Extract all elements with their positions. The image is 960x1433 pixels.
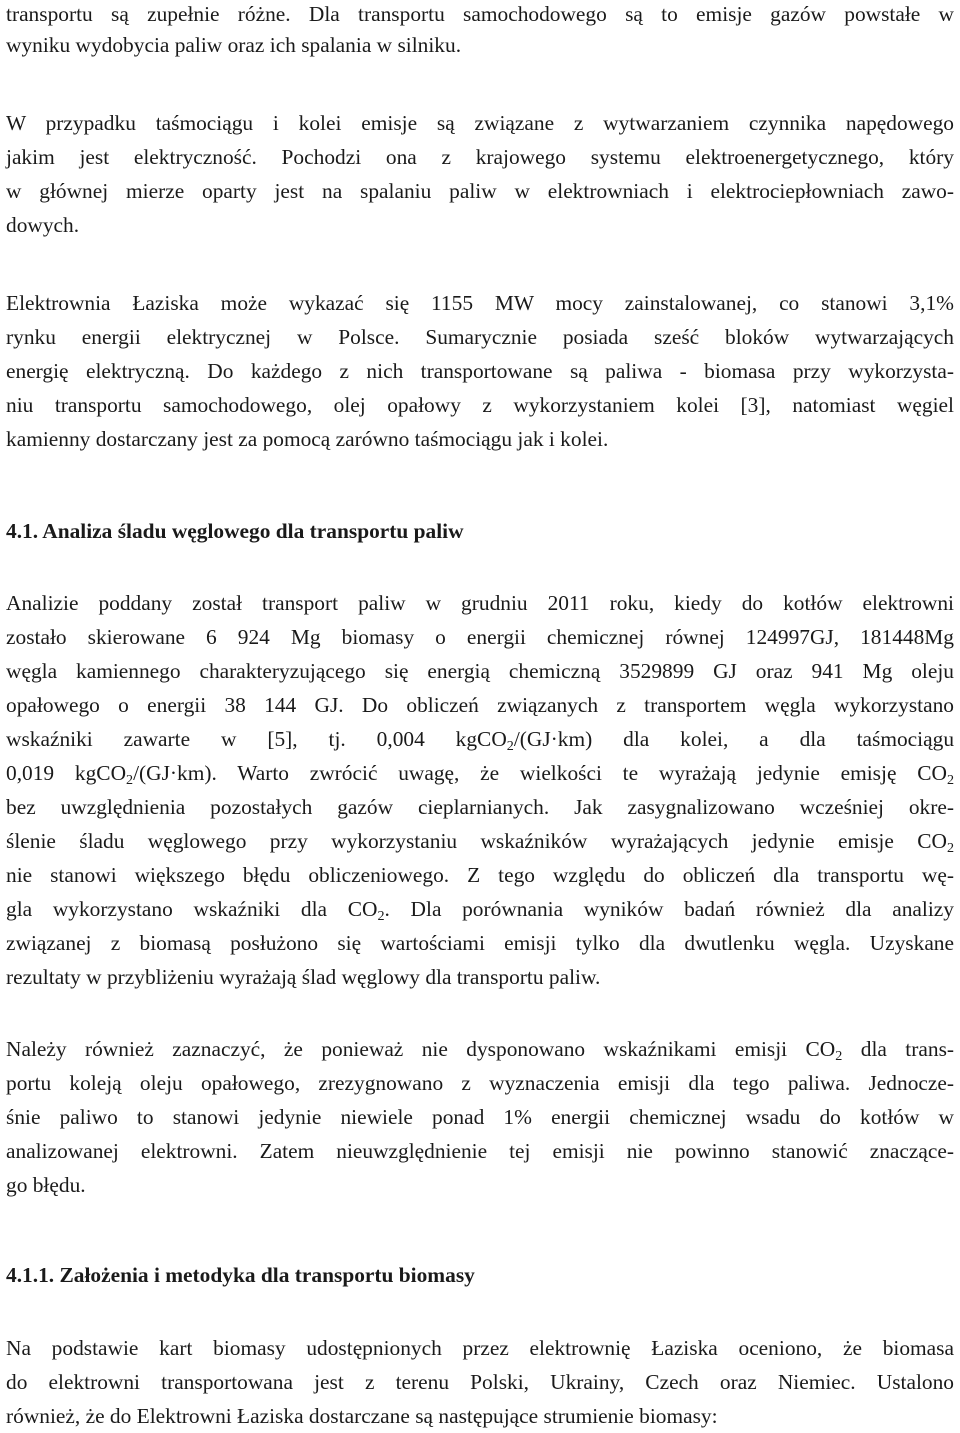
- paragraph-2-line-1: Elektrownia Łaziska może wykazać się 1155 MW mocy zainstalowanej, co stanowi 3,1%: [6, 291, 954, 315]
- paragraph-3-line-5: [6, 722, 954, 756]
- paragraph-0-line-1: transportu są zupełnie różne. Dla transportu samochodowego są to emisje gazów powstałe w: [6, 2, 954, 26]
- paragraph-4-line-5: go błędu.: [6, 1173, 86, 1197]
- paragraph-2-line-4: niu transportu samochodowego, olej opałowy z wykorzystaniem kolei [3], natomiast węgiel: [6, 393, 954, 417]
- paragraph-3-line-4: opałowego o energii 38 144 GJ. Do obliczeń związanych z transportem węgla wykorzystano: [6, 693, 954, 717]
- paragraph-2-line-2: rynku energii elektrycznej w Polsce. Sumarycznie posiada sześć bloków wytwarzających: [6, 325, 954, 349]
- paragraph-3-line-3: węgla kamiennego charakteryzującego się energią chemiczną 3529899 GJ oraz 941 Mg oleju: [6, 659, 954, 683]
- paragraph-1-line-1: W przypadku taśmociągu i kolei emisje są związane z wytwarzaniem czynnika napędowego: [6, 111, 954, 135]
- paragraph-3-line-1: Analizie poddany został transport paliw w grudniu 2011 roku, kiedy do kotłów elektrowni: [6, 591, 954, 615]
- line-6-text-b: /(GJ·km). Warto zwrócić uwagę, że wielkości te wyrażają jedynie emisję CO: [133, 761, 947, 785]
- paragraph-3-line-10: [6, 892, 954, 926]
- paragraph-1-line-4: dowych.: [6, 213, 80, 237]
- subscript-2: 2: [377, 907, 385, 924]
- paragraph-3-line-9: nie stanowi większego błędu obliczeniowego. Z tego względu do obliczeń dla transportu wę-: [6, 863, 954, 887]
- paragraph-3-line-2: zostało skierowane 6 924 Mg biomasy o energii chemicznej równej 124997GJ, 181448Mg: [6, 625, 954, 649]
- section-heading-4-1-1: 4.1.1. Założenia i metodyka dla transportu biomasy: [6, 1263, 475, 1287]
- subscript-2: 2: [946, 839, 954, 856]
- paragraph-3-line-12: rezultaty w przybliżeniu wyrażają ślad węglowy dla transportu paliw.: [6, 965, 601, 989]
- line-10-text-b: . Dla porównania wyników badań również dla analizy: [384, 897, 954, 921]
- paragraph-1-line-3: w głównej mierze oparty jest na spalaniu paliw w elektrowniach i elektrociepłowniach zawo-: [6, 179, 954, 203]
- paragraph-4-line-2: portu koleją oleju opałowego, zrezygnowano z wyznaczenia emisji dla tego paliwa. Jednocze-: [6, 1071, 954, 1095]
- paragraph-3-line-7: bez uwzględnienia pozostałych gazów cieplarnianych. Jak zasygnalizowano wcześniej okre-: [6, 795, 954, 819]
- section-heading-4-1: 4.1. Analiza śladu węglowego dla transportu paliw: [6, 519, 464, 543]
- paragraph-3-line-8: [6, 824, 954, 858]
- p4-line-1-text-a: Należy również zaznaczyć, że ponieważ nie dysponowano wskaźnikami emisji CO: [6, 1037, 836, 1061]
- paragraph-4-line-3: śnie paliwo to stanowi jedynie niewiele ponad 1% energii chemicznej wsadu do kotłów w: [6, 1105, 954, 1129]
- line-5-text-b: /(GJ·km) dla kolei, a dla taśmociągu: [513, 727, 955, 751]
- paragraph-5-line-2: do elektrowni transportowana jest z terenu Polski, Ukrainy, Czech oraz Niemiec. Ustalono: [6, 1370, 954, 1394]
- line-10-text-a: gla wykorzystano wskaźniki dla CO: [6, 897, 378, 921]
- paragraph-5-line-3: również, że do Elektrowni Łaziska dostarczane są następujące strumienie biomasy:: [6, 1404, 718, 1428]
- subscript-2: 2: [506, 737, 514, 754]
- paragraph-1-line-2: jakim jest elektryczność. Pochodzi ona z krajowego systemu elektroenergetycznego, który: [6, 145, 954, 169]
- line-5-text-a: wskaźniki zawarte w [5], tj. 0,004 kgCO: [6, 727, 507, 751]
- paragraph-3-line-11: związanej z biomasą posłużono się wartościami emisji tylko dla dwutlenku węgla. Uzyskane: [6, 931, 954, 955]
- subscript-2: 2: [946, 771, 954, 788]
- paragraph-2-line-3: energię elektryczną. Do każdego z nich transportowane są paliwa - biomasa przy wykorzysta-: [6, 359, 954, 383]
- p4-line-1-text-b: dla trans-: [842, 1037, 955, 1061]
- line-8-text-a: ślenie śladu węglowego przy wykorzystaniu wskaźników wyrażających jedynie emisje CO: [6, 829, 947, 853]
- paragraph-4-line-1: [6, 1032, 954, 1066]
- paragraph-4-line-4: analizowanej elektrowni. Zatem nieuwzględnienie tej emisji nie powinno stanowić znaczące-: [6, 1139, 954, 1163]
- paragraph-3-line-6: [6, 756, 954, 790]
- paragraph-0-line-2: wyniku wydobycia paliw oraz ich spalania w silniku.: [6, 33, 462, 57]
- paragraph-5-line-1: Na podstawie kart biomasy udostępnionych przez elektrownię Łaziska oceniono, że biomasa: [6, 1336, 954, 1360]
- subscript-2: 2: [835, 1047, 843, 1064]
- paragraph-2-line-5: kamienny dostarczany jest za pomocą zarówno taśmociągu jak i kolei.: [6, 427, 609, 451]
- subscript-2: 2: [126, 771, 134, 788]
- line-6-text-a: 0,019 kgCO: [6, 761, 127, 785]
